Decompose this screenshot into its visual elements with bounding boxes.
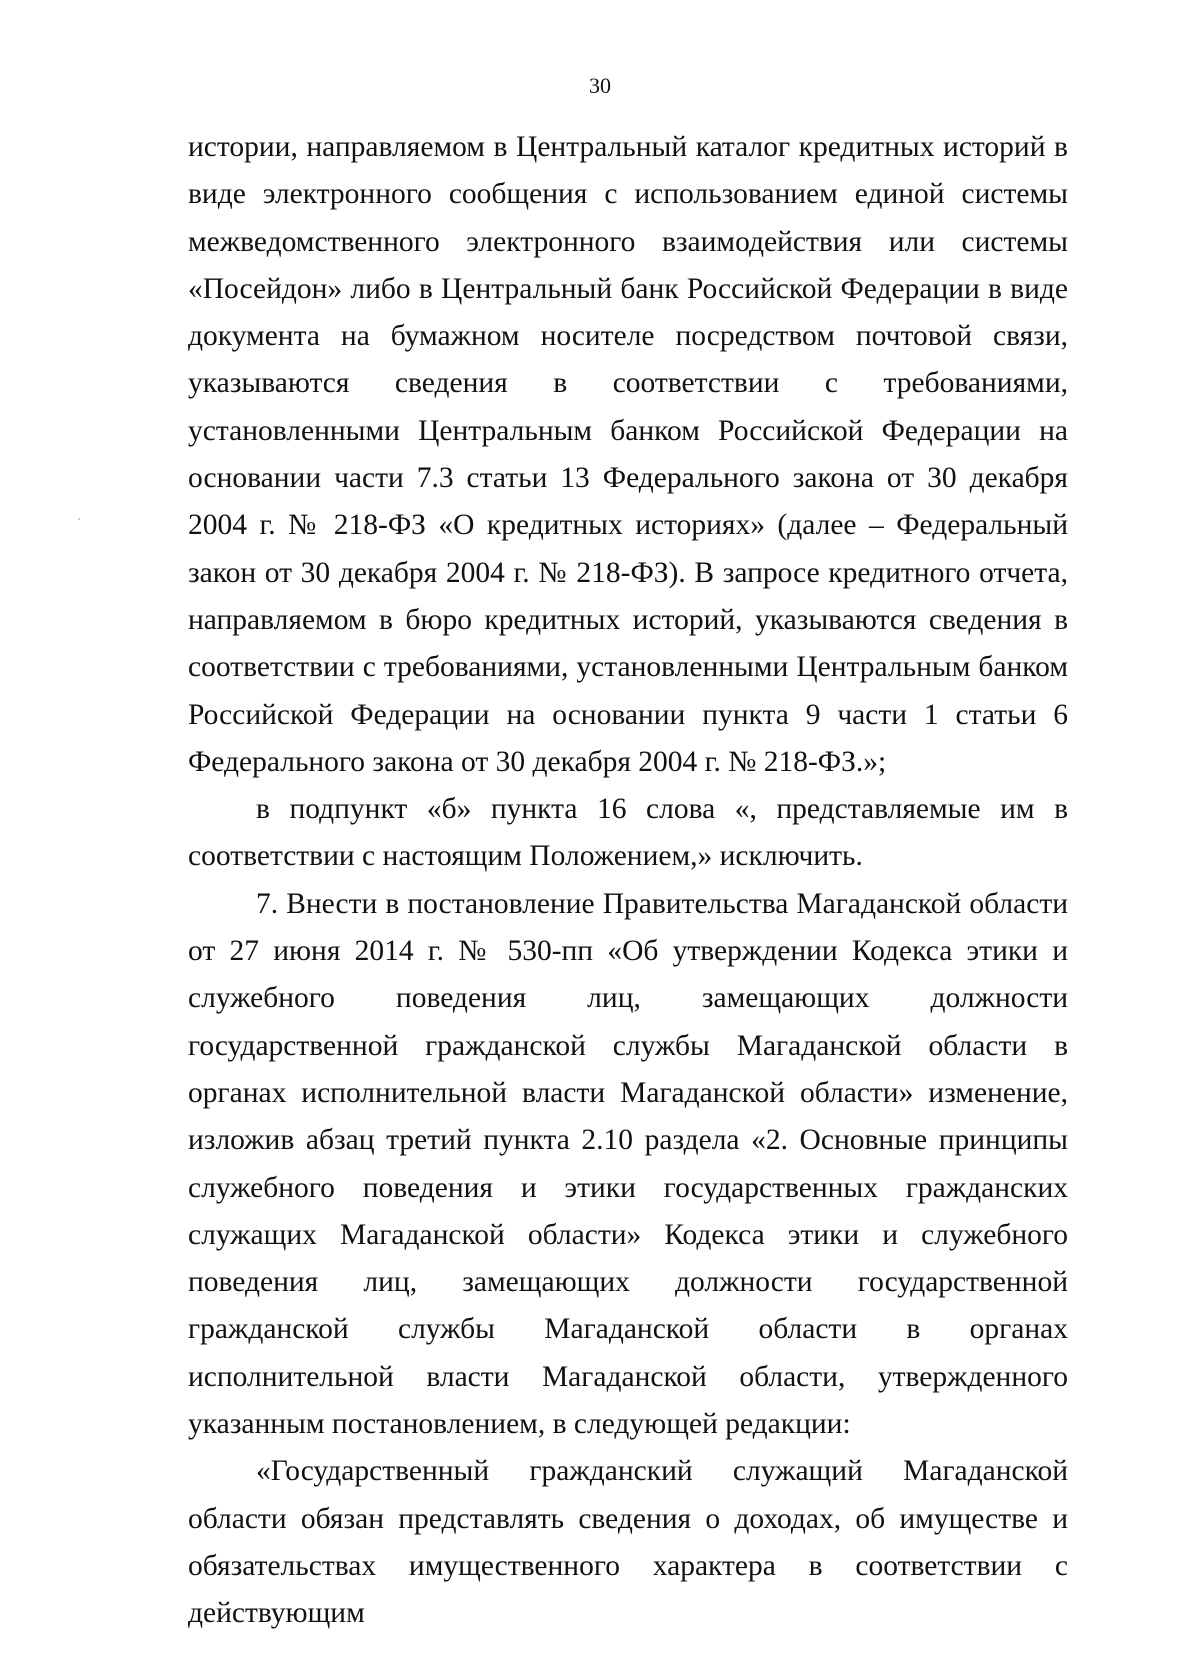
paragraph-quoted-text: «Государственный гражданский служащий Магаданской области обязан представлять сведения о доходах, об имуществе и обязательствах имущественного характера в соответствии с действующим: [188, 1455, 1068, 1630]
page-number: 30: [589, 73, 611, 98]
paragraph-subpoint-b: в подпункт «б» пункта 16 слова «, представляемые им в соответствии с настоящим Положением,» исключить.: [188, 793, 1068, 873]
paragraph-item-7: 7. Внести в постановление Правительства Магаданской области от 27 июня 2014 г. № 530-пп «Об утверждении Кодекса этики и служебного поведения лиц, замещающих должности государственной гражданской службы Магаданской области в органах исполнительной власти Магаданской области» изменение, изложив абзац третий пункта 2.10 раздела «2. Основные принципы служебного поведения и этики государственных гражданских служащих Магаданской области» Кодекса этики и служебного поведения лиц, замещающих должности государственной гражданской службы Магаданской области в органах исполнительной власти Магаданской области, утвержденного указанным постановлением, в следующей редакции:: [188, 887, 1068, 1441]
scan-artifact-dot: [78, 518, 80, 520]
paragraph-continuation: истории, направляемом в Центральный каталог кредитных историй в виде электронного сообщения с использованием единой системы межведомственного электронного взаимодействия или системы «Посейдон» либо в Центральный банк Российской Федерации в виде документа на бумажном носителе посредством почтовой связи, указываются сведения в соответствии с требованиями, установленными Центральным банком Российской Федерации на основании части 7.3 статьи 13 Федерального закона от 30 декабря 2004 г. № 218-ФЗ «О кредитных историях» (далее – Федеральный закон от 30 декабря 2004 г. № 218-ФЗ). В запросе кредитного отчета, направляемом в бюро кредитных историй, указываются сведения в соответствии с требованиями, установленными Центральным банком Российской Федерации на основании пункта 9 части 1 статьи 6 Федерального закона от 30 декабря 2004 г. № 218-ФЗ.»;: [188, 131, 1068, 778]
document-body: [188, 124, 1068, 1638]
